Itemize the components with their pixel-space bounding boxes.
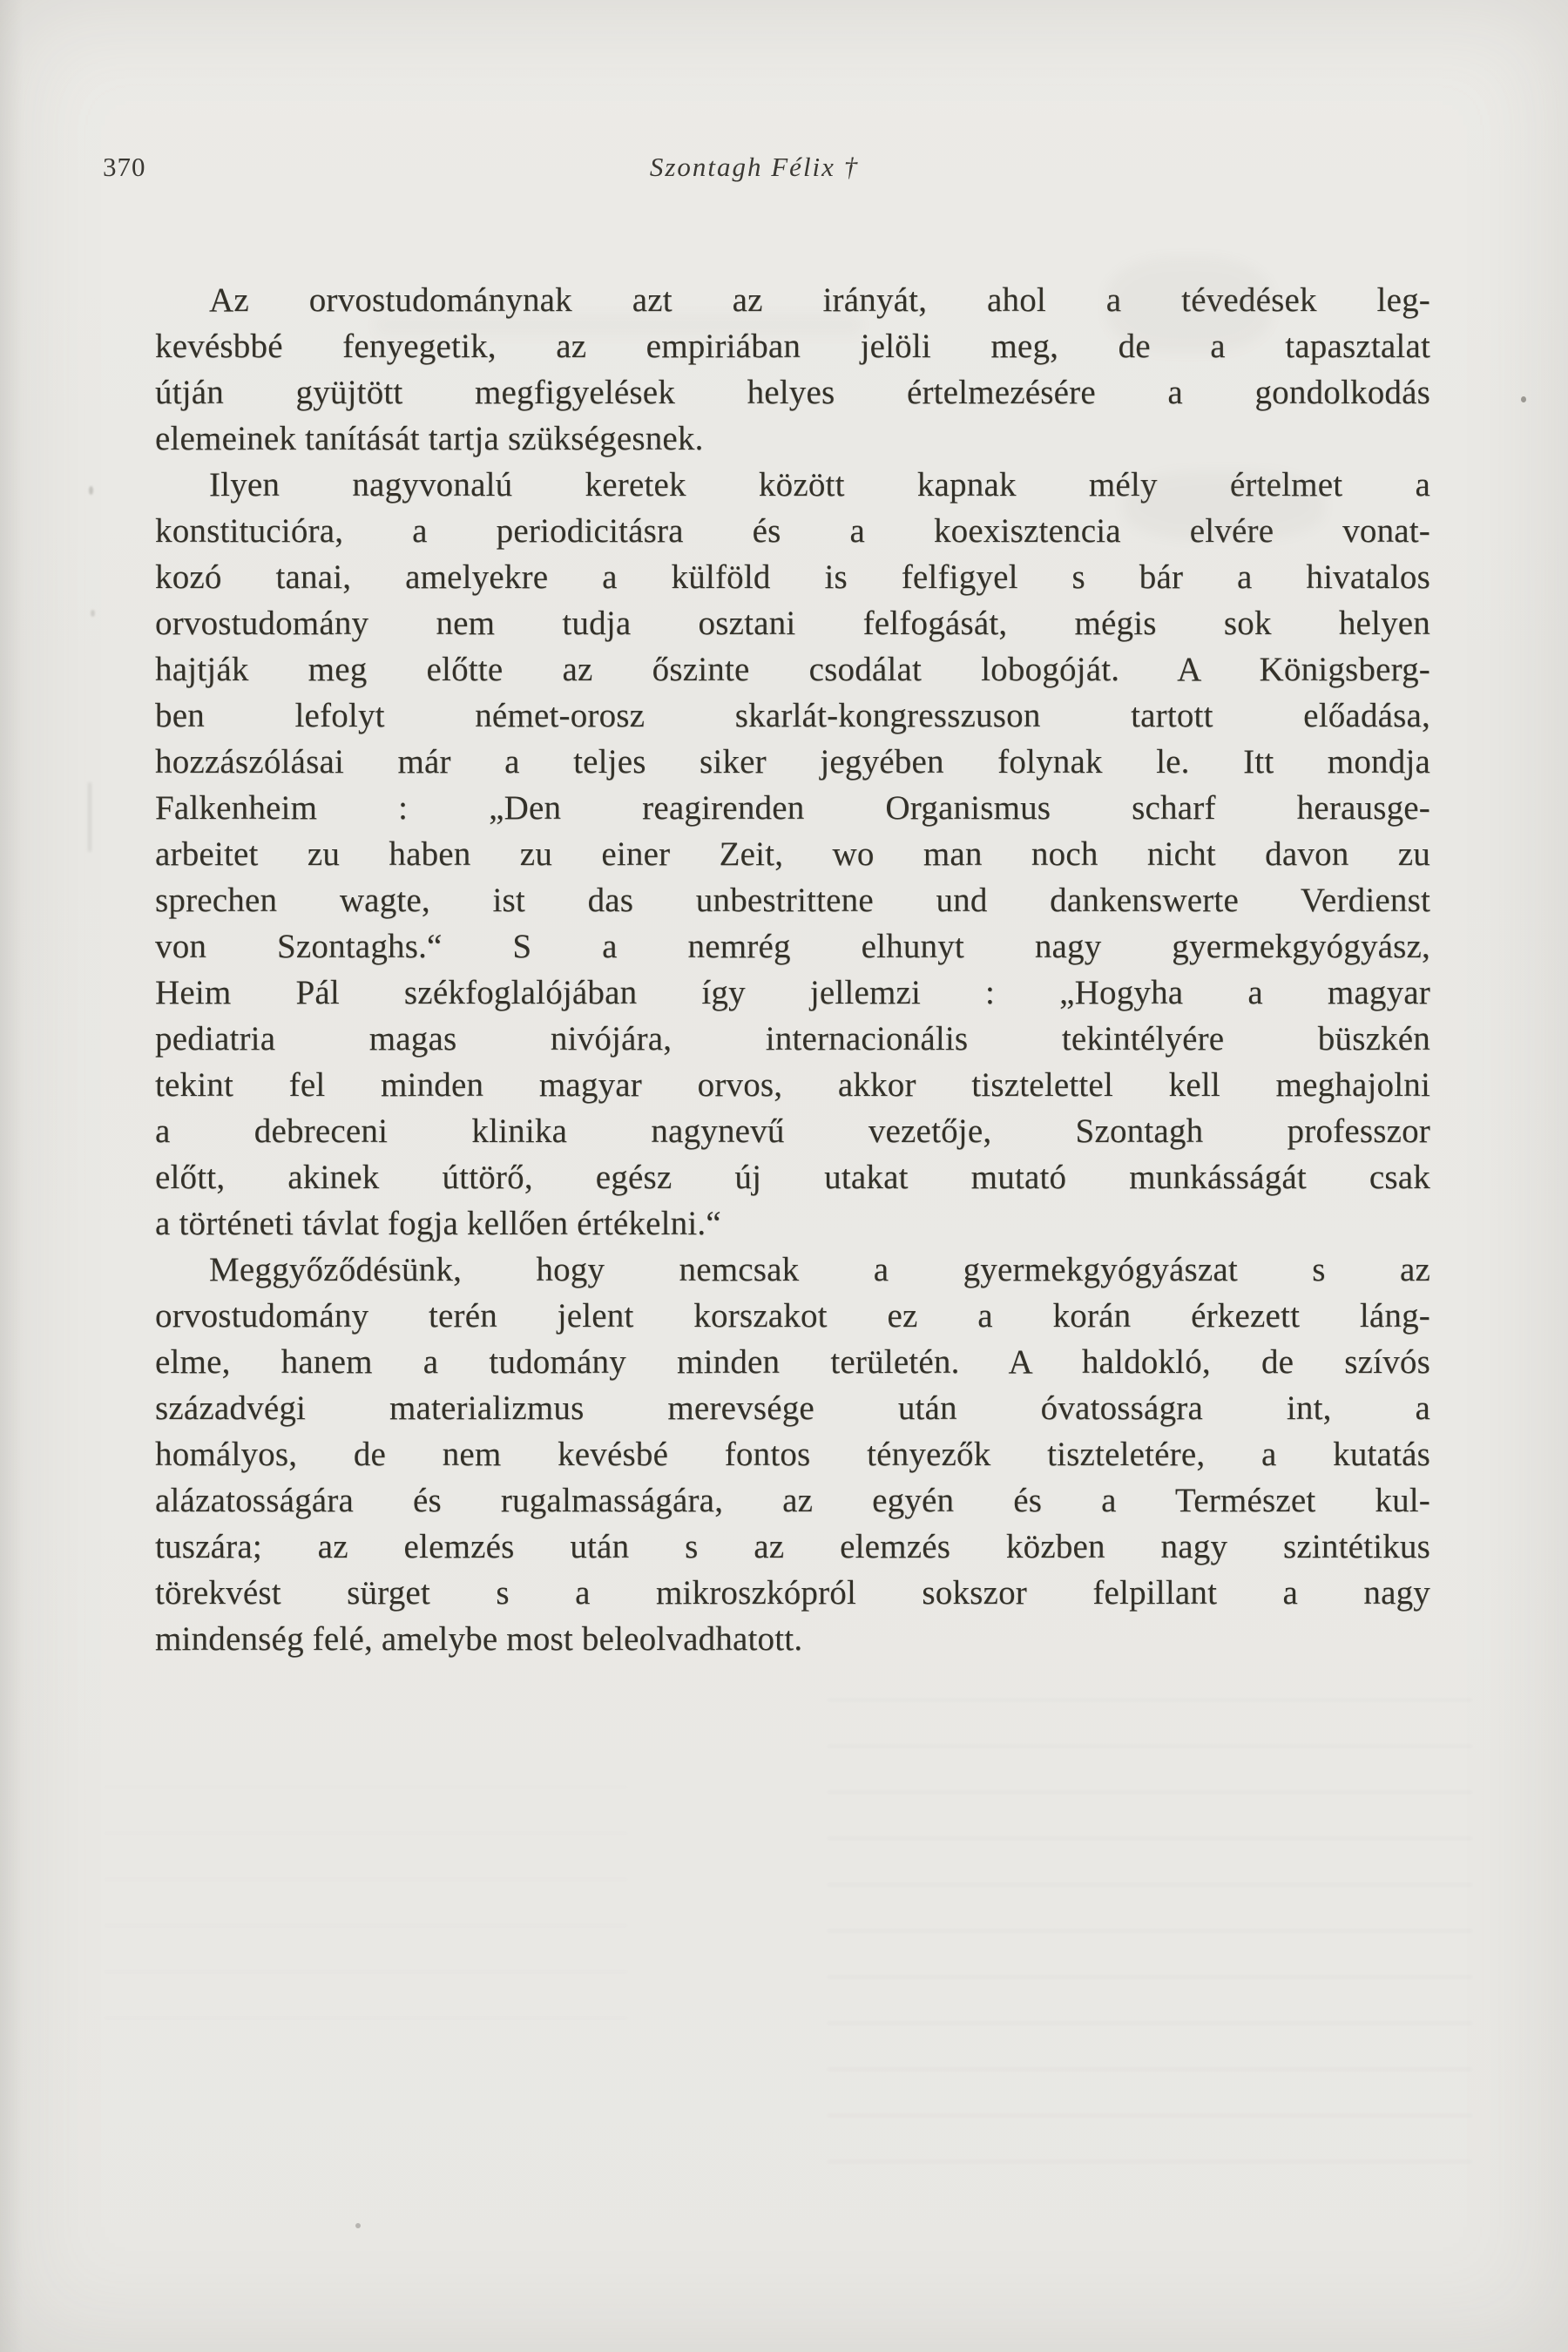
- text-line: arbeitet zu haben zu einer Zeit, wo man noch nicht davon zu: [155, 835, 1430, 873]
- text-line: tekint fel minden magyar orvos, akkor tisztelettel kell meghajolni: [155, 1066, 1430, 1104]
- text-line: kevésbbé fenyegetik, az empiriában jelöli meg, de a tapasztalat: [155, 328, 1430, 365]
- bleed-through-text-lines: [828, 1699, 1472, 2186]
- text-line: hozzászólásai már a teljes siker jegyében folynak le. Itt mondja: [155, 743, 1430, 781]
- text-line: konstitucióra, a periodicitásra és a koexisztencia elvére vonat-: [155, 512, 1430, 550]
- page-number: 370: [103, 152, 146, 182]
- ink-speck: [91, 610, 95, 617]
- text-line: hajtják meg előtte az őszinte csodálat lobogóját. A Königsberg-: [155, 651, 1430, 688]
- text-line: útján gyüjtött megfigyelések helyes értelmezésére a gondolkodás: [155, 374, 1430, 411]
- text-line: előtt, akinek úttörő, egész új utakat mutató munkásságát csak: [155, 1159, 1430, 1196]
- text-line: elme, hanem a tudomány minden területén. A haldokló, de szívós: [155, 1343, 1430, 1381]
- text-line: Az orvostudománynak azt az irányát, ahol a tévedések leg-: [209, 281, 1430, 319]
- text-line: Meggyőződésünk, hogy nemcsak a gyermekgyógyászat s az: [209, 1251, 1430, 1288]
- paragraph: [155, 1247, 1430, 1662]
- scan-edge-shading: [0, 0, 23, 2352]
- text-line: századvégi materializmus merevsége után óvatosságra int, a: [155, 1389, 1430, 1427]
- text-line: homályos, de nem kevésbé fontos tényezők tiszteletére, a kutatás: [155, 1436, 1430, 1473]
- page-header: [0, 150, 1568, 188]
- text-line: von Szontaghs.“ S a nemrég elhunyt nagy gyermekgyógyász,: [155, 928, 1430, 965]
- ink-speck: [88, 782, 91, 852]
- text-line: orvostudomány nem tudja osztani felfogását, mégis sok helyen: [155, 605, 1430, 642]
- text-line: mindenség felé, amelybe most beleolvadhatott.: [155, 1620, 803, 1658]
- text-line: kozó tanai, amelyekre a külföld is felfigyel s bár a hivatalos: [155, 558, 1430, 596]
- bleed-through-ghost: [1124, 470, 1324, 540]
- bleed-through-text-lines: [105, 1786, 627, 2047]
- text-line: a történeti távlat fogja kellően értékelni.“: [155, 1205, 721, 1242]
- ink-speck: [1521, 396, 1526, 402]
- text-line: tuszára; az elemzés után s az elemzés közben nagy szintétikus: [155, 1528, 1430, 1565]
- text-line: Ilyen nagyvonalú keretek között kapnak mély értelmet a: [209, 466, 1430, 504]
- bleed-through-ghost: [1106, 257, 1272, 353]
- text-line: orvostudomány terén jelent korszakot ez a korán érkezett láng-: [155, 1297, 1430, 1335]
- ink-speck: [355, 2223, 361, 2228]
- text-line: Falkenheim : „Den reagirenden Organismus scharf herausge-: [155, 789, 1430, 827]
- text-line: ben lefolyt német-orosz skarlát-kongresszuson tartott előadása,: [155, 697, 1430, 734]
- text-line: alázatosságára és rugalmasságára, az egyén és a Természet kul-: [155, 1482, 1430, 1519]
- text-line: pediatria magas nivójára, internacionális tekintélyére büszkén: [155, 1020, 1430, 1058]
- bleed-through-ghost: [375, 314, 862, 336]
- text-line: törekvést sürget s a mikroszkópról sokszor felpillant a nagy: [155, 1574, 1430, 1612]
- ink-speck: [89, 486, 93, 495]
- text-line: sprechen wagte, ist das unbestrittene und dankenswerte Verdienst: [155, 882, 1430, 919]
- running-title: Szontagh Félix †: [649, 152, 860, 182]
- text-line: a debreceni klinika nagynevű vezetője, Szontagh professzor: [155, 1112, 1430, 1150]
- text-line: Heim Pál székfoglalójában így jellemzi : „Hogyha a magyar: [155, 974, 1430, 1011]
- text-line: elemeinek tanítását tartja szükségesnek.: [155, 420, 704, 457]
- paragraph: [155, 462, 1430, 1247]
